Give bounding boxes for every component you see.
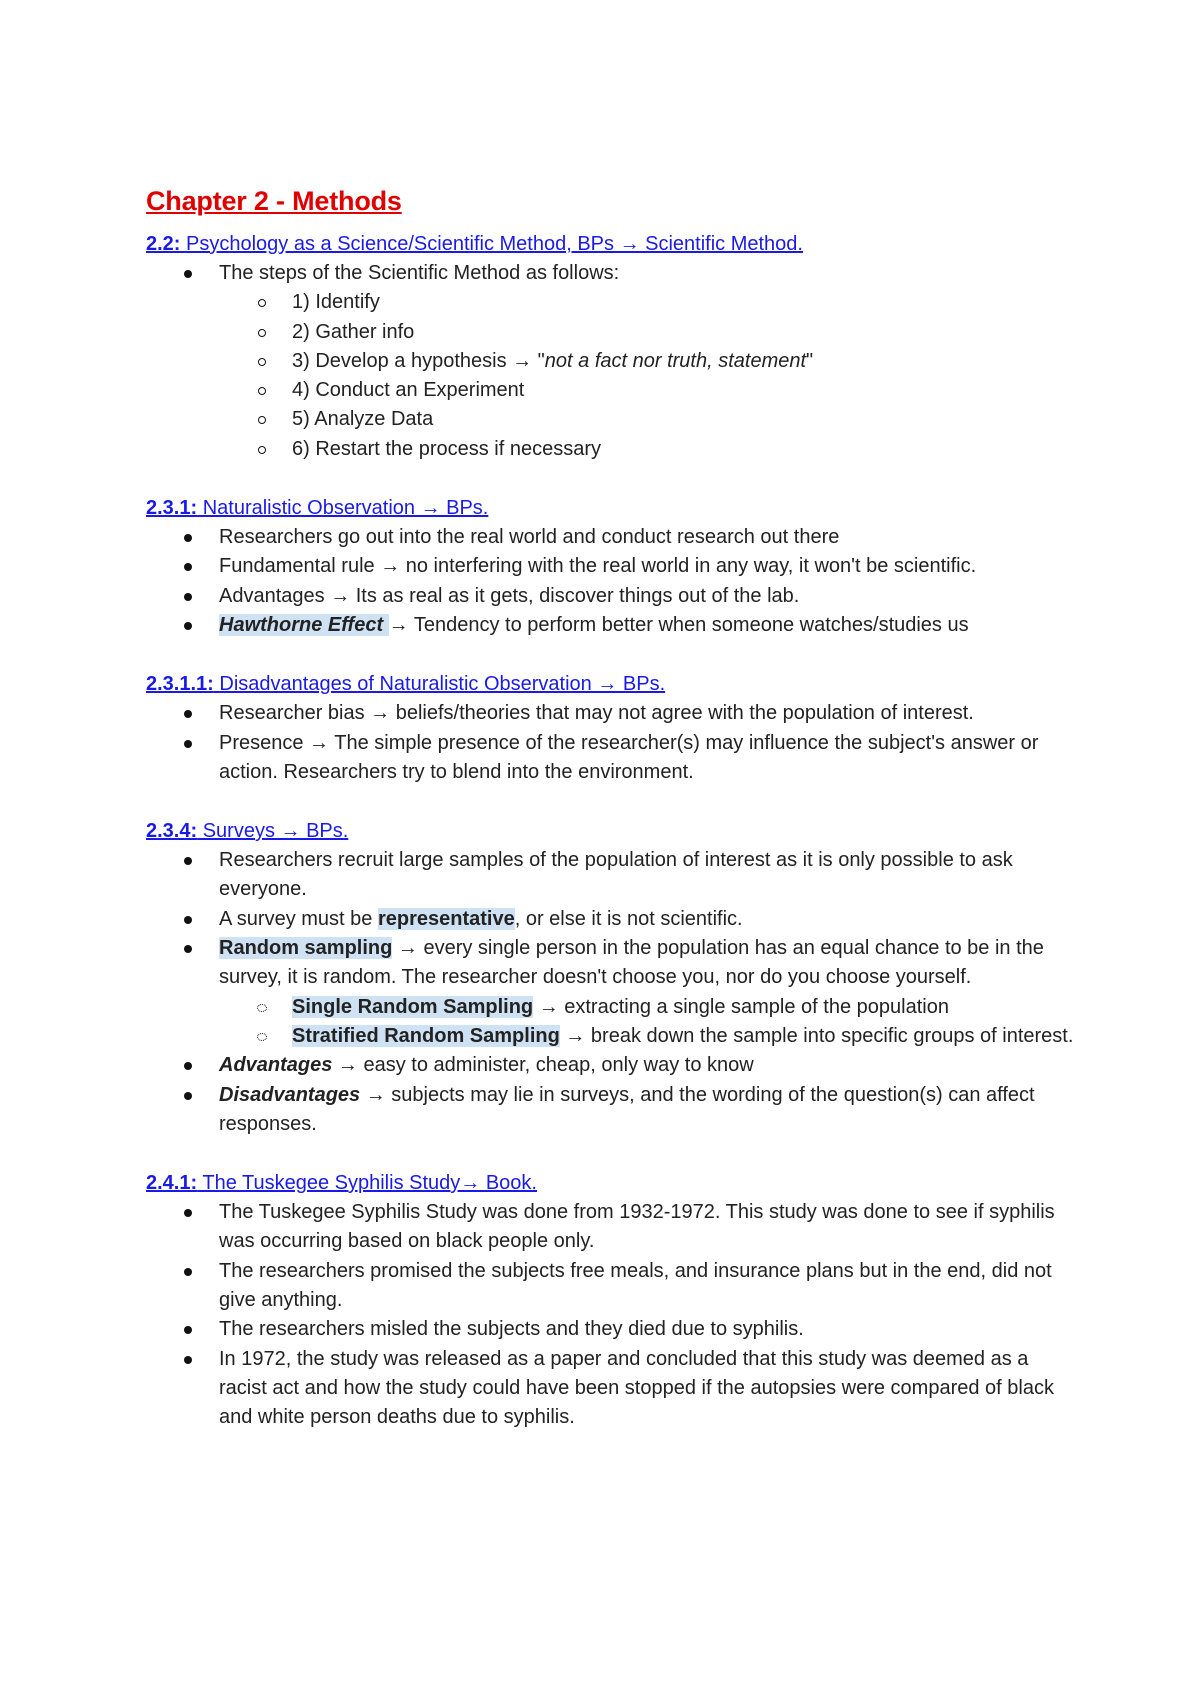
list-item: The researchers promised the subjects free meals, and insurance plans but in the end, did not give anything. [146, 1257, 1076, 1316]
section-number: 2.3.4: [146, 820, 198, 843]
bullet-list [146, 846, 1076, 1139]
list-item [146, 1051, 1076, 1080]
highlighted-term: representative [377, 907, 515, 930]
list-item: Researchers recruit large samples of the population of interest as it is only possible to ask everyone. [146, 846, 1076, 905]
list-item [146, 905, 1076, 934]
section-heading-link[interactable] [146, 817, 1076, 846]
section-2-3-1-1 [146, 670, 1076, 787]
list-item: Researchers go out into the real world and conduct research out there [146, 523, 1076, 552]
bullet-list [146, 523, 1076, 640]
list-item: The steps of the Scientific Method as follows: [146, 259, 1076, 288]
sub-list-item: 4) Conduct an Experiment [146, 376, 1076, 405]
list-item: Advantages → Its as real as it gets, discover things out of the lab. [146, 582, 1076, 611]
item-text: , or else it is not scientific. [514, 907, 743, 930]
sub-list-item: 5) Analyze Data [146, 405, 1076, 434]
term-definition: → break down the sample into specific groups of interest. [559, 1024, 1074, 1047]
section-heading-text: Naturalistic Observation → BPs. [197, 497, 489, 520]
item-text: A survey must be [219, 907, 378, 930]
sub-list-item [146, 347, 1076, 376]
highlighted-term: Single Random Sampling [292, 995, 534, 1018]
section-heading-text: Psychology as a Science/Scientific Method, BPs → Scientific Method. [180, 233, 803, 255]
document-page [146, 184, 1076, 1433]
highlighted-term: Stratified Random Sampling [292, 1024, 560, 1047]
list-item [146, 1081, 1076, 1140]
bullet-list [146, 699, 1076, 787]
section-2-4-1 [146, 1169, 1076, 1432]
term-definition: → extracting a single sample of the population [533, 995, 949, 1018]
sub-list-item [146, 993, 1076, 1022]
term-definition: → every single person in the population has an equal chance to be in the survey, it is random. The researcher doesn't choose you, nor do you choose yourself. [219, 937, 1044, 989]
bullet-list [146, 259, 1076, 464]
list-item [146, 611, 1076, 640]
step-text: " [806, 349, 814, 372]
list-item [146, 934, 1076, 993]
list-item: Presence → The simple presence of the researcher(s) may influence the subject's answer or action. Researchers try to blend into the environment. [146, 729, 1076, 788]
section-heading-text: Surveys → BPs. [197, 820, 349, 843]
section-heading-text: The Tuskegee Syphilis Study→ Book. [197, 1172, 537, 1195]
section-heading-text: Disadvantages of Naturalistic Observation → BPs. [213, 673, 666, 696]
section-heading-link[interactable] [146, 1169, 1076, 1198]
bold-italic-term: Advantages [219, 1054, 333, 1077]
step-text: 3) Develop a hypothesis → " [292, 349, 545, 372]
section-number: 2.2: [146, 233, 181, 255]
term-definition: → easy to administer, cheap, only way to know [332, 1054, 754, 1077]
list-item: Fundamental rule → no interfering with the real world in any way, it won't be scientific. [146, 552, 1076, 581]
section-heading-link[interactable] [146, 670, 1076, 699]
highlighted-term: Random sampling [219, 937, 393, 960]
list-item: In 1972, the study was released as a paper and concluded that this study was deemed as a racist act and how the study could have been stopped if the autopsies were compared of black and white person deaths due to syphilis. [146, 1345, 1076, 1433]
bold-italic-term: Disadvantages [219, 1083, 361, 1106]
page-title: Chapter 2 - Methods [146, 186, 402, 216]
list-item: Researcher bias → beliefs/theories that may not agree with the population of interest. [146, 699, 1076, 728]
highlighted-term: Hawthorne Effect [219, 613, 389, 636]
step-italic-text: not a fact nor truth, statement [544, 349, 807, 372]
section-number: 2.3.1: [146, 497, 198, 520]
term-definition: → subjects may lie in surveys, and the wording of the question(s) can affect responses. [219, 1083, 1035, 1135]
sub-list-item: 1) Identify [146, 288, 1076, 317]
section-heading-link[interactable] [146, 230, 1076, 259]
section-number: 2.3.1.1: [146, 673, 214, 696]
section-2-2 [146, 230, 1076, 464]
section-2-3-4 [146, 817, 1076, 1139]
section-heading-link[interactable] [146, 494, 1076, 523]
sub-list-item: 2) Gather info [146, 318, 1076, 347]
sub-list-item: 6) Restart the process if necessary [146, 435, 1076, 464]
section-2-3-1 [146, 494, 1076, 640]
sub-list-item [146, 1022, 1076, 1051]
list-item: The Tuskegee Syphilis Study was done from 1932-1972. This study was done to see if syphilis was occurring based on black people only. [146, 1198, 1076, 1257]
term-definition: → Tendency to perform better when someone watches/studies us [388, 613, 969, 636]
section-number: 2.4.1: [146, 1172, 198, 1195]
list-item: The researchers misled the subjects and they died due to syphilis. [146, 1315, 1076, 1344]
bullet-list [146, 1198, 1076, 1432]
